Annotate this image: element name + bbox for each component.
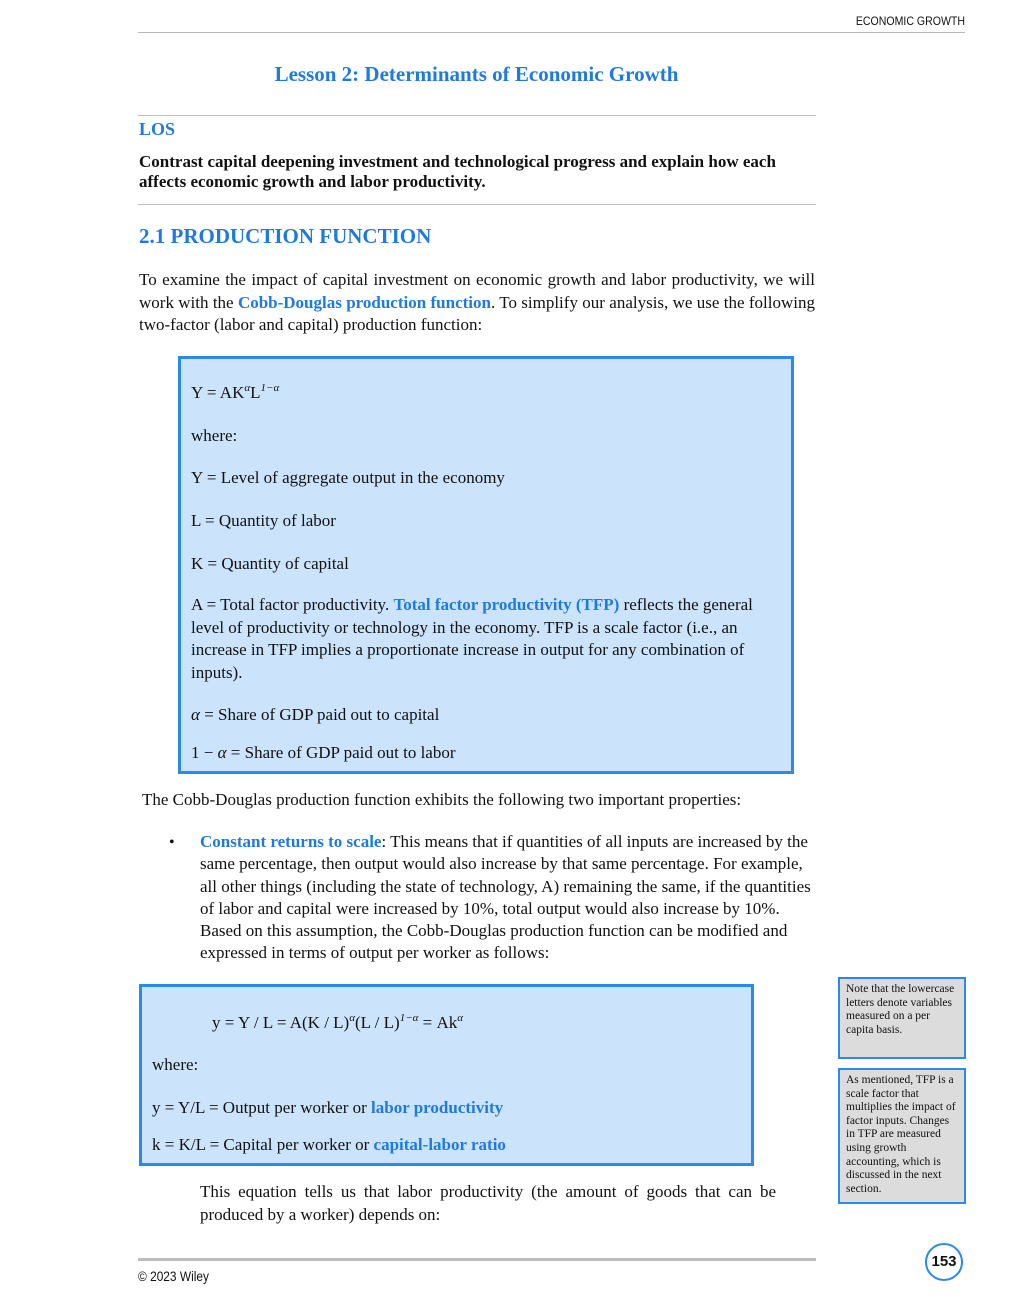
def-text: k = K/L = Capital per worker or bbox=[152, 1135, 374, 1154]
header-rule bbox=[138, 32, 965, 33]
bullet-icon: • bbox=[169, 834, 175, 851]
one-minus: 1 − bbox=[191, 743, 218, 762]
constant-returns-text: : This means that if quantities of all inputs are increased by the same percentage, then output would also increase by that same percentage. For example, all other things (including the state of technology, A) remaining the same, if the quantities of labor and capital were increased by 10%, total output would also increase by 10%. Based on this assumption, the Cobb-Douglas production function can be modified and expressed in terms of output per worker as follows: bbox=[200, 832, 811, 963]
intro-text: To examine the impact of capital investment on economic growth and labor productivity, we will work with the bbox=[139, 270, 815, 312]
labor-productivity-term: labor productivity bbox=[371, 1098, 504, 1117]
copyright: © 2023 Wiley bbox=[138, 1268, 209, 1284]
section-title: 2.1 PRODUCTION FUNCTION bbox=[139, 224, 432, 248]
lesson-title: Lesson 2: Determinants of Economic Growth bbox=[274, 62, 679, 86]
def-lowercase-y bbox=[152, 1098, 503, 1118]
def-alpha bbox=[191, 705, 439, 725]
los-statement: Contrast capital deepening investment and technological progress and explain how each affects economic growth and labor productivity. bbox=[139, 152, 776, 191]
def-y: Y = Level of aggregate output in the economy bbox=[191, 468, 505, 487]
def-a bbox=[191, 594, 783, 684]
where-label: where: bbox=[152, 1055, 199, 1074]
per-worker-box bbox=[139, 984, 754, 1166]
formula-part: y = Y / L = A(K / L) bbox=[212, 1013, 350, 1032]
margin-note-tfp: As mentioned, TFP is a scale factor that multiplies the impact of factor inputs. Changes in TFP are measured using growth accounting, which is discussed in the next section. bbox=[838, 1068, 966, 1204]
production-formula bbox=[191, 383, 279, 403]
one-minus-alpha-def-text: = Share of GDP paid out to labor bbox=[226, 743, 456, 762]
def-lowercase-k bbox=[152, 1135, 506, 1155]
production-function-box bbox=[178, 356, 794, 774]
formula-exponent: 1−α bbox=[260, 382, 280, 394]
margin-note-lowercase: Note that the lowercase letters denote variables measured on a per capita basis. bbox=[838, 977, 966, 1059]
per-worker-formula bbox=[212, 1013, 463, 1033]
los-label: LOS bbox=[139, 119, 176, 139]
def-l: L = Quantity of labor bbox=[191, 511, 336, 530]
constant-returns-term: Constant returns to scale bbox=[200, 832, 382, 851]
capital-labor-ratio-term: capital-labor ratio bbox=[373, 1135, 506, 1154]
formula-exponent: α bbox=[349, 1012, 355, 1024]
tfp-text-cont: reflects the general level of productivity or technology in the economy. TFP is a scale factor (i.e., an increase in TFP implies a proportionate increase in output for any combination of inputs). bbox=[191, 595, 753, 682]
def-text: y = Y/L = Output per worker or bbox=[152, 1098, 372, 1117]
formula-exponent: α bbox=[244, 382, 251, 394]
intro-paragraph bbox=[139, 269, 815, 337]
cobb-douglas-term: Cobb-Douglas production function bbox=[237, 292, 491, 312]
formula-part: = Ak bbox=[418, 1013, 458, 1032]
running-head: ECONOMIC GROWTH bbox=[855, 14, 965, 28]
los-top-rule bbox=[138, 115, 816, 116]
tfp-term: Total factor productivity (TFP) bbox=[393, 595, 620, 614]
alpha-symbol: α bbox=[191, 705, 200, 724]
formula-exponent: α bbox=[457, 1012, 464, 1024]
formula-part: Y = AK bbox=[191, 383, 245, 402]
page-number: 153 bbox=[925, 1243, 963, 1281]
footer-rule bbox=[138, 1258, 816, 1261]
closing-paragraph: This equation tells us that labor productivity (the amount of goods that can be produced by a worker) depends on: bbox=[200, 1182, 776, 1224]
los-bottom-rule bbox=[138, 204, 816, 205]
properties-intro: The Cobb-Douglas production function exhibits the following two important properties: bbox=[142, 790, 742, 809]
intro-text-cont: . To simplify our analysis, we use the following two-factor (labor and capital) production function: bbox=[139, 292, 815, 334]
formula-exponent: 1−α bbox=[399, 1012, 419, 1024]
def-k: K = Quantity of capital bbox=[191, 554, 349, 573]
alpha-symbol: α bbox=[217, 743, 227, 762]
formula-part: L bbox=[250, 383, 261, 402]
formula-part: (L / L) bbox=[355, 1013, 400, 1032]
bullet-constant-returns bbox=[200, 831, 815, 965]
where-label: where: bbox=[191, 426, 238, 445]
def-one-minus-alpha bbox=[191, 743, 456, 763]
alpha-def-text: = Share of GDP paid out to capital bbox=[199, 705, 440, 724]
tfp-text: A = Total factor productivity. bbox=[191, 595, 394, 614]
